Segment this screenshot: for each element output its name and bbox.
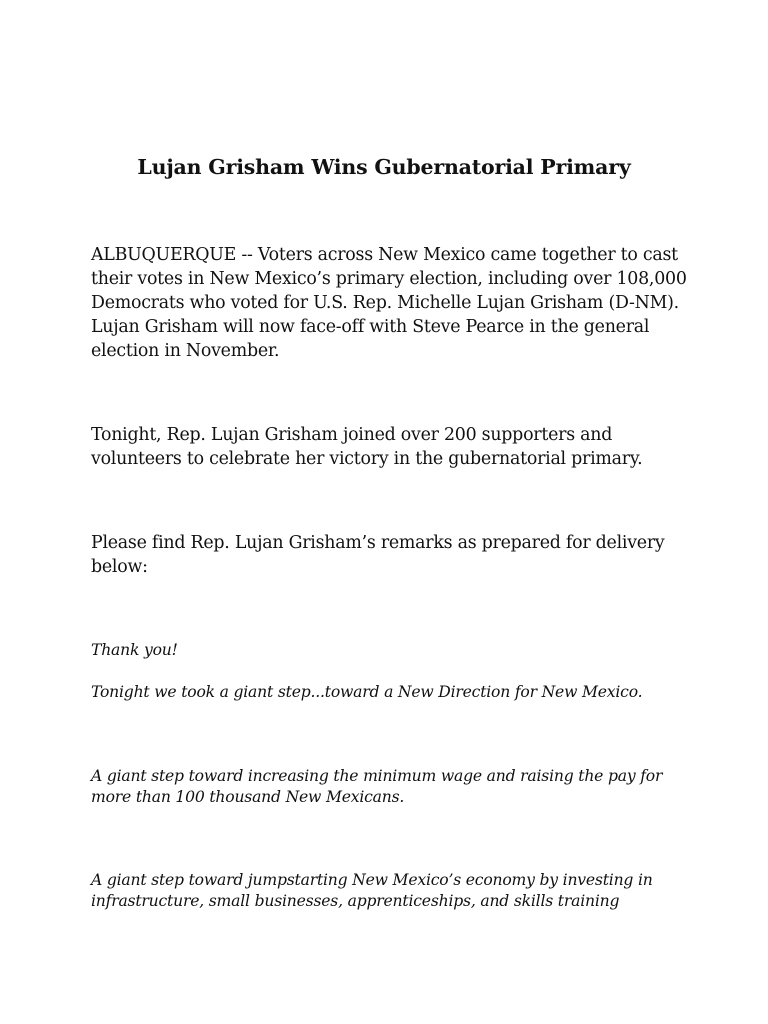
document-title: Lujan Grisham Wins Gubernatorial Primary	[137, 155, 631, 179]
remarks-line: Tonight we took a giant step...toward a New Direction for New Mexico.	[91, 683, 643, 701]
celebration-paragraph: Tonight, Rep. Lujan Grisham joined over 200 supporters and volunteers to celebrate her victory in the gubernatorial primary.	[91, 425, 643, 469]
remarks-intro-paragraph: Please find Rep. Lujan Grisham’s remarks as prepared for delivery below:	[91, 533, 665, 577]
remarks-line: A giant step toward increasing the minimum wage and raising the pay for more than 100 thousand New Mexicans.	[91, 767, 663, 806]
intro-paragraph: ALBUQUERQUE -- Voters across New Mexico came together to cast their votes in New Mexico’s primary election, including over 108,000 Democrats who voted for U.S. Rep. Michelle Lujan Grisham (D-NM). Lujan Grisham will now face-off with Steve Pearce in the general election in November.	[91, 245, 687, 361]
remarks-line: Thank you!	[91, 641, 178, 659]
remarks-line: A giant step toward jumpstarting New Mexico’s economy by investing in infrastructure, small businesses, apprenticeships, and skills training	[91, 871, 653, 910]
